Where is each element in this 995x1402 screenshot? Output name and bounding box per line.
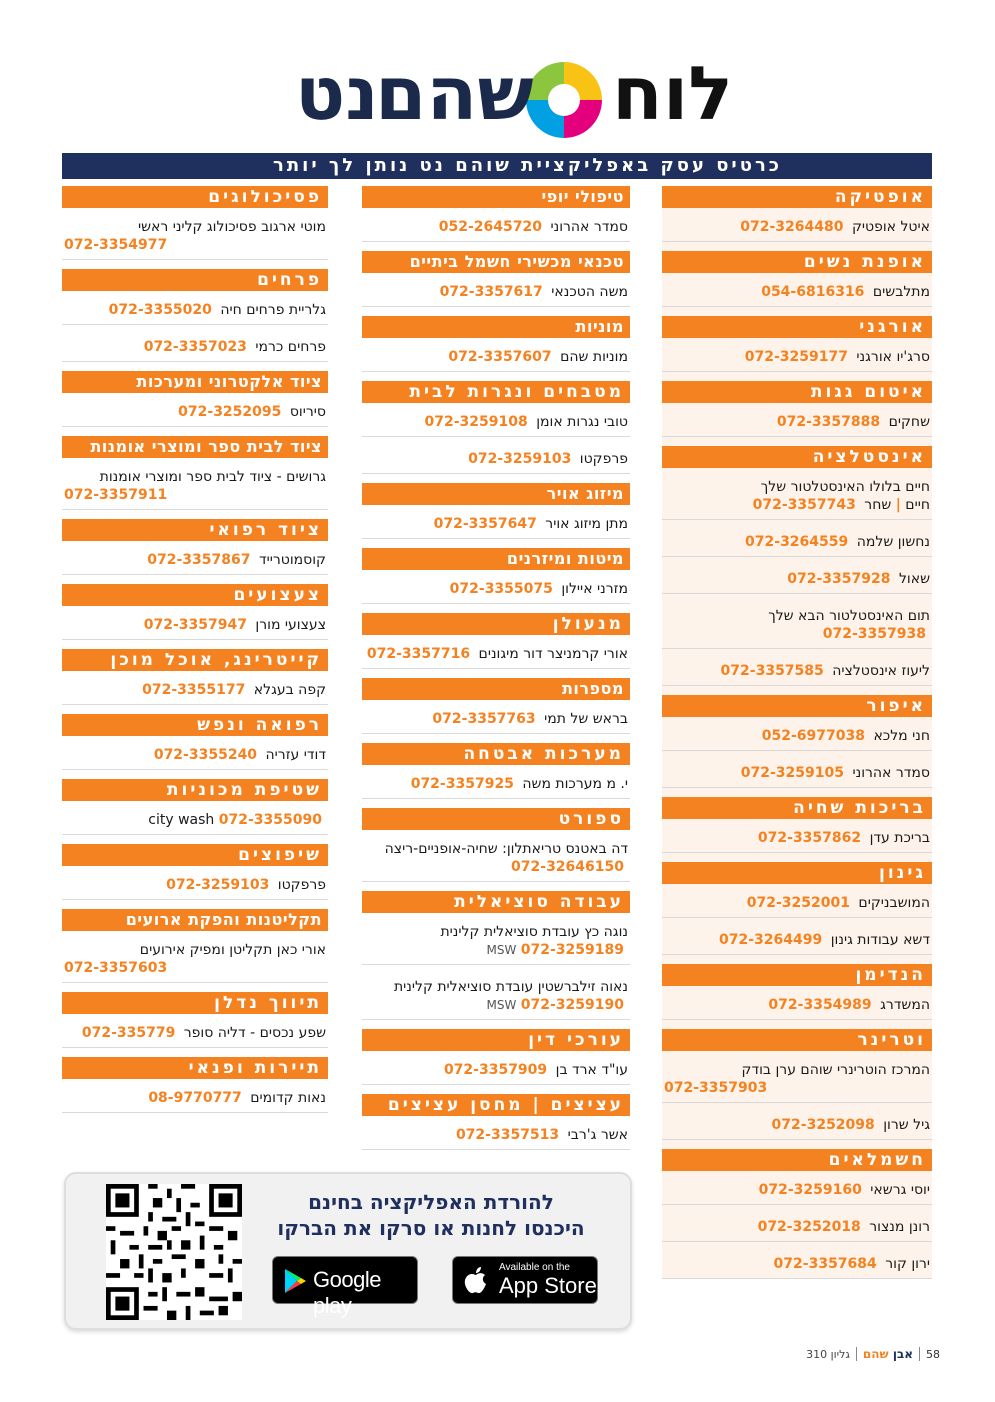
category-psychologists: פסיכולוגים [62,186,328,208]
listing-name: נוגה כץ עובדת סוציאלית קלינית [440,924,628,940]
listing-name: שאול [898,571,930,587]
listing-credential: MSW [486,998,517,1012]
listing-phone[interactable]: 072-3357928 [787,571,891,587]
listing-name: מתלבשים [872,284,930,300]
listing-name: שחר [864,497,892,513]
listing-phone[interactable]: 072-3357763 [432,711,536,727]
category-catering: קייטרינג, אוכל מוכן [62,649,328,671]
listing-entry [662,927,932,955]
listing-name: גיל שרון [883,1117,930,1133]
listing-phone[interactable]: 072-3357647 [433,516,537,532]
listing-entry [662,474,932,520]
listing-phone[interactable]: 072-3357888 [776,414,881,430]
category-lawyers: עורכי דין [362,1029,630,1051]
category-flowers: פרחים [62,269,328,291]
listing-entry [362,214,630,242]
listing-phone[interactable]: 072-3259189 [520,942,624,958]
listing-name: אורי קרמניצר דור מיגונים [478,646,628,662]
category-electronics: ציוד אלקטרוני ומערכות [62,371,328,393]
listing-phone[interactable]: 072-335779 [81,1025,176,1041]
listing-phone[interactable]: 072-3357617 [439,284,543,300]
category-taxis: מוניות [362,316,630,338]
listing-entry [362,706,630,734]
logo-word-shoham: שהם [375,51,534,137]
listing-name: סרג'יו אורגני [856,349,930,365]
listing-name: סמדר אהרוני [550,219,628,235]
listing-phone[interactable]: 072-3355090 [218,812,322,828]
listing-name: חיים בלולו האינסטלטור שלך [760,479,930,495]
listing-name: גלריית פרחים חיה [220,302,326,318]
listing-name: קפה בעגלא [253,682,326,698]
listing-phone[interactable]: 072-3259105 [740,765,844,781]
category-pools: בריכות שחיה [662,797,932,819]
listing-phone[interactable]: 072-3259160 [758,1182,862,1198]
listing-name: צעצועי מורן [255,617,326,633]
listing-name: דודי עזריה [265,747,326,763]
category-veterinary: וטרינר [662,1029,932,1051]
listing-phone[interactable]: 072-3357023 [143,339,247,355]
listing-phone[interactable]: 072-3357743 [752,497,856,513]
listing-phone[interactable]: 072-3252001 [746,895,850,911]
category-barbers: מספרות [362,678,630,700]
listing-name: מוניות שהם [560,349,628,365]
page-footer [770,1345,940,1363]
listing-name: מתן מיזוג אויר [545,516,628,532]
listing-phone[interactable]: 072-3354989 [768,997,872,1013]
listing-entry [662,890,932,918]
category-health-wellbeing: רפואה ונפש [62,714,328,736]
directory-column-right [662,186,932,1278]
listing-entry [662,1214,932,1242]
category-medical-equipment: ציוד רפואי [62,519,328,541]
listing-phone[interactable]: 072-3252095 [178,404,282,420]
directory-column-middle [362,186,630,1159]
google-play-button[interactable] [272,1256,418,1318]
category-women-fashion: אופנת נשים [662,251,932,273]
listing-entry [362,1122,630,1150]
listing-name: מוטי ארגוב פסיכולוג קליני ראשי [137,219,326,235]
listing-name: דה באטנס טריאתלון: שחיה-אופניים-ריצה [384,841,628,857]
listing-entry [62,334,328,362]
category-social-work: עבודה סוציאלית [362,891,630,913]
listing-phone[interactable]: 072-3357925 [410,776,514,792]
listing-entry [662,992,932,1020]
listing-name: פרפקטו [277,877,326,893]
listing-entry [62,742,328,770]
listing-name: שחקים [888,414,930,430]
listing-entry [362,446,630,474]
listing-phone[interactable]: 072-3259190 [520,997,624,1013]
download-subheading: היכנסו לחנות או סרקו את הברקו [277,1216,585,1240]
listing-name: סמדר אהרוני [852,765,930,781]
listing-phone[interactable]: 072-3354977 [64,237,168,253]
listing-phone[interactable]: 072-3357607 [448,349,552,365]
listing-name: חני מלכא [873,728,930,744]
listing-phone[interactable]: 072-3357513 [455,1127,560,1143]
listing-entry [662,1057,932,1103]
listing-phone[interactable]: 072-3355177 [142,682,246,698]
listing-entry [662,1177,932,1205]
google-play-icon [281,1267,309,1295]
listing-name: אשר ג'רבי [567,1127,628,1143]
category-dj-events: תקליטנות והפקת ארועים [62,909,328,931]
listing-phone[interactable]: 072-3357716 [366,646,471,662]
listing-entry [662,566,932,594]
listing-name: אורי כאן תקליטן ומפיק אירועים [139,942,326,958]
category-optics: אופטיקה [662,186,932,208]
listing-name: תום האינסטלטור הבא שלך [768,608,930,624]
app-store-button[interactable] [452,1256,598,1304]
listing-name: רונן מנצור [869,1219,930,1235]
listing-entry [62,399,328,427]
category-roof-sealing: איטום גגות [662,381,932,403]
listing-name: המושבניקים [858,895,930,911]
category-plumbing: אינסטלציה [662,446,932,468]
listing-phone[interactable]: 072-3355020 [108,302,212,318]
category-renovations: שיפוצים [62,844,328,866]
listing-entry [662,760,932,788]
logo-word-net: נט [295,51,379,137]
listing-name: פרפקטו [579,451,628,467]
listing-phone[interactable]: 08-9770777 [148,1090,242,1106]
listing-name: איטל אופטיק [851,219,930,235]
listing-phone[interactable]: 072-32646150 [511,859,624,875]
listing-name: city wash [148,812,215,828]
listing-phone[interactable]: 072-3357947 [143,617,247,633]
listing-phone[interactable]: 072-3357684 [773,1256,877,1272]
listing-entry [62,872,328,900]
listing-phone[interactable]: 072-3355240 [153,747,258,763]
category-security-systems: מערכות אבטחה [362,743,630,765]
listing-entry [362,771,630,799]
category-makeup: איפור [662,695,932,717]
listing-phone[interactable]: 072-3252098 [771,1117,875,1133]
listing-name: ירון קור [885,1256,930,1272]
promo-banner: כרטיס עסק באפליקציית שוהם נט נותן לך יותר [62,153,932,179]
listing-phone[interactable]: 054-6816316 [761,284,865,300]
listing-name: בריכת עדן [869,830,930,846]
listing-phone[interactable]: 072-3357911 [64,487,168,503]
divider-bar: | [895,497,901,513]
listing-name: י. מ מערכות משה [522,776,628,792]
publication-logo [863,1347,913,1361]
listing-phone[interactable]: 072-3357862 [757,830,862,846]
issue-number: גליון 310 [806,1347,850,1361]
listing-name: בראש של תמי [544,711,628,727]
listing-name: חיים [905,497,930,513]
category-electricians: חשמלאים [662,1149,932,1171]
listing-entry [662,658,932,686]
listing-entry [62,1020,328,1048]
listing-phone[interactable]: 072-3357938 [822,626,926,642]
listing-name: נאות קדומים [250,1090,326,1106]
listing-entry [662,1112,932,1140]
footer-divider [856,1347,857,1361]
footer-divider [919,1347,920,1361]
category-organic: אורגני [662,316,932,338]
listing-name: סיריוס [289,404,326,420]
category-kitchens: מטבחים ונגרות לבית [362,381,630,403]
category-sport: ספורט [362,808,630,830]
listing-entry [662,279,932,307]
logo-word-luach: לוח [612,51,734,137]
listing-name: המרכז הוטרינרי שוהם ערן בודק [741,1062,930,1078]
directory-column-left [62,186,328,1122]
listing-name: פרחים כרמי [255,339,326,355]
listing-phone[interactable]: 072-3259177 [744,349,848,365]
listing-entry [662,344,932,372]
listing-phone[interactable]: 072-3264480 [740,219,844,235]
listing-entry [662,825,932,853]
listing-name: מזרני איילון [561,581,628,597]
category-school-supplies: ציוד לבית ספר ומוצרי אומנות [62,436,328,458]
category-mattresses: מיטות ומיזרנים [362,548,630,570]
apple-icon [463,1266,489,1296]
category-handyman: הנדימן [662,964,932,986]
listing-entry [62,612,328,640]
category-tourism: תיירות ופנאי [62,1057,328,1079]
listing-entry [362,836,630,882]
qr-code-icon[interactable] [106,1184,242,1320]
listing-phone[interactable]: 072-3357909 [443,1062,548,1078]
listing-entry [662,1251,932,1279]
listing-entry [362,974,630,1020]
listing-entry [62,677,328,705]
listing-name: נאוה זילברשטין עובדת סוציאלית קלינית [393,979,628,995]
listing-phone[interactable]: 052-2645720 [438,219,542,235]
listing-credential: MSW [486,943,517,957]
listing-phone[interactable]: 072-3357867 [147,552,251,568]
category-air-conditioning: מיזוג אויר [362,483,630,505]
listing-entry [662,214,932,242]
listing-name: קוסמוטרייד [258,552,326,568]
listing-entry [662,529,932,557]
category-car-wash: שטיפת מכוניות [62,779,328,801]
listing-entry [62,464,328,510]
publication-name-part: שהם [862,1347,889,1361]
listing-name: שפע נכסים - דליה סופר [183,1025,326,1041]
listing-name: עו"ד ארד בן [555,1062,628,1078]
category-beauty: טיפולי יופי [362,186,630,208]
listing-name: גרושים - ציוד לבית ספר ומוצרי אומנות [99,469,326,485]
listing-entry [62,547,328,575]
listing-entry [62,214,328,260]
listing-entry [62,1085,328,1113]
page-number: 58 [926,1347,940,1361]
listing-phone[interactable]: 072-3357903 [664,1080,768,1096]
category-plants: עציצים | מחסן עציצים [362,1094,630,1116]
publication-name-part: אבן [892,1347,913,1361]
category-real-estate: תיווך נדלן [62,992,328,1014]
listing-phone[interactable]: 072-3259103 [468,451,572,467]
listing-phone[interactable]: 052-6977038 [761,728,865,744]
category-toys: צעצועים [62,584,328,606]
listing-name: נחשון שלמה [856,534,930,550]
listing-name: דשא עבודות גינון [830,932,930,948]
listing-entry [62,297,328,325]
listing-phone[interactable]: 072-3355075 [449,581,553,597]
google-play-label: Google play [313,1267,381,1318]
listing-phone[interactable]: 072-3259103 [166,877,270,893]
category-appliance-tech: טכנאי מכשירי חשמל ביתיים [362,251,630,273]
listing-name: טובי נגרות אומן [536,414,628,430]
category-gardening: גינון [662,862,932,884]
listing-phone[interactable]: 072-3264499 [719,932,823,948]
download-heading: להורדת האפליקציה בחינם [308,1190,554,1214]
listing-entry [362,511,630,539]
listing-entry [662,409,932,437]
listing-phone[interactable]: 072-3252018 [757,1219,861,1235]
listing-entry [362,641,630,669]
app-download-box [64,1172,632,1330]
listing-entry [362,576,630,604]
listing-entry [62,807,328,835]
listing-entry [362,409,630,437]
listing-name: משה הטכנאי [551,284,628,300]
listing-entry [362,344,630,372]
masthead [0,50,995,145]
listing-entry [662,603,932,649]
listing-name: המשדרג [880,997,930,1013]
listing-entry [362,919,630,965]
app-store-small-label: Available on the [499,1262,570,1273]
listing-phone[interactable]: 072-3264559 [745,534,849,550]
shoham-net-logo-icon [522,58,606,142]
listing-entry [362,1057,630,1085]
listing-phone[interactable]: 072-3259108 [424,414,528,430]
listing-entry [362,279,630,307]
listing-entry [62,937,328,983]
listing-name: ליעוז אינסטלציה [832,663,930,679]
listing-phone[interactable]: 072-3357603 [64,960,168,976]
listing-phone[interactable]: 072-3357585 [720,663,824,679]
listing-entry [662,723,932,751]
app-store-label: App Store [499,1273,597,1298]
listing-name: יוסי גרשאי [870,1182,930,1198]
category-locksmith: מנעולן [362,613,630,635]
